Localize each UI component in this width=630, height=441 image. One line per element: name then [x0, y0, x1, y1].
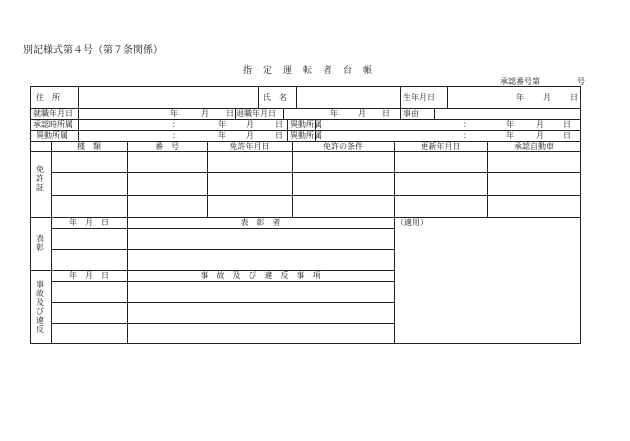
retire-date-label: 退職年月日 [236, 109, 276, 118]
colon: ： [172, 120, 180, 129]
col-line [400, 86, 401, 108]
birth-date-ymd: 年 月 日 [516, 93, 579, 102]
reason-label: 事由 [403, 109, 419, 118]
row-line [51, 302, 394, 303]
row-line [30, 108, 581, 109]
row4-month-r: 月 [536, 131, 544, 140]
col-line [447, 86, 448, 108]
col-line [400, 108, 401, 119]
accidents-section-label: 事故及び違反 [36, 280, 44, 334]
row-line [51, 323, 394, 324]
row4-month: 月 [246, 131, 254, 140]
row4-day: 日 [275, 131, 283, 140]
row-line [30, 217, 581, 218]
col-line [127, 217, 128, 344]
transfer-affiliation-label-2: 異動所属 [36, 131, 68, 140]
col-line [78, 86, 79, 108]
approval-number-suffix: 号 [577, 77, 585, 86]
row3-year: 年 [218, 120, 226, 129]
colon: ： [172, 131, 180, 140]
license-header-number: 番 号 [155, 142, 179, 151]
retire-year: 年 [330, 109, 338, 118]
row-line [51, 172, 581, 173]
col-line [127, 141, 128, 217]
col-line [292, 141, 293, 217]
retire-day: 日 [382, 109, 390, 118]
license-header-renewal-date: 更新年月日 [420, 142, 461, 151]
col-line [434, 108, 435, 119]
commendation-date-header: 年 月 日 [69, 218, 109, 227]
row3-year-r: 年 [506, 120, 514, 129]
row3-day: 日 [275, 120, 283, 129]
col-line [78, 108, 79, 141]
row4-year: 年 [218, 131, 226, 140]
col-line [51, 141, 52, 344]
license-section-label: 免許証 [36, 165, 44, 192]
address-label: 住 所 [36, 93, 60, 102]
row3-month: 月 [246, 120, 254, 129]
accidents-date-header: 年 月 日 [69, 271, 109, 280]
accidents-content-header: 事 故 及 び 違 反 事 項 [200, 271, 321, 280]
name-label: 氏 名 [263, 93, 287, 102]
row3-day-r: 日 [563, 120, 571, 129]
license-header-issue-date: 免許年月日 [229, 142, 270, 151]
col-line [207, 141, 208, 217]
transfer-affiliation-label-3: 異動所属 [290, 131, 322, 140]
approval-affiliation-label: 承認時所属 [33, 120, 73, 129]
colon: ： [463, 120, 471, 129]
hire-day: 日 [226, 109, 234, 118]
row-line [51, 195, 581, 196]
retire-month: 月 [358, 109, 366, 118]
row-line [51, 249, 394, 250]
row-line [30, 151, 581, 152]
col-line [487, 141, 488, 217]
remarks-label: （適用） [396, 218, 428, 227]
license-header-approved-vehicle: 承認自動車 [514, 142, 554, 151]
hire-date-label: 就職年月日 [33, 109, 73, 118]
row-line [30, 141, 581, 142]
row4-day-r: 日 [563, 131, 571, 140]
hire-year: 年 [170, 109, 178, 118]
row-line [51, 281, 394, 282]
approval-number-prefix: 承認番号第 [500, 77, 540, 86]
col-line [296, 86, 297, 108]
birth-date-label: 生年月日 [403, 93, 435, 102]
col-line [394, 141, 395, 344]
row3-month-r: 月 [536, 120, 544, 129]
form-number: 別記様式第４号（第７条関係） [23, 45, 163, 56]
commendation-content-header: 表 彰 者 [240, 218, 281, 227]
transfer-affiliation-label: 異動所属 [290, 120, 322, 129]
hire-month: 月 [201, 109, 209, 118]
license-header-conditions: 免許の条件 [323, 142, 363, 151]
col-line [283, 108, 284, 119]
commendation-section-label: 表彰 [36, 234, 44, 252]
colon: ： [463, 131, 471, 140]
col-line [258, 86, 259, 108]
row-line [51, 228, 394, 229]
col-line [287, 119, 288, 141]
row4-year-r: 年 [506, 131, 514, 140]
license-header-type: 種 類 [77, 142, 101, 151]
page-title: 指 定 運 転 者 台 帳 [243, 66, 374, 76]
